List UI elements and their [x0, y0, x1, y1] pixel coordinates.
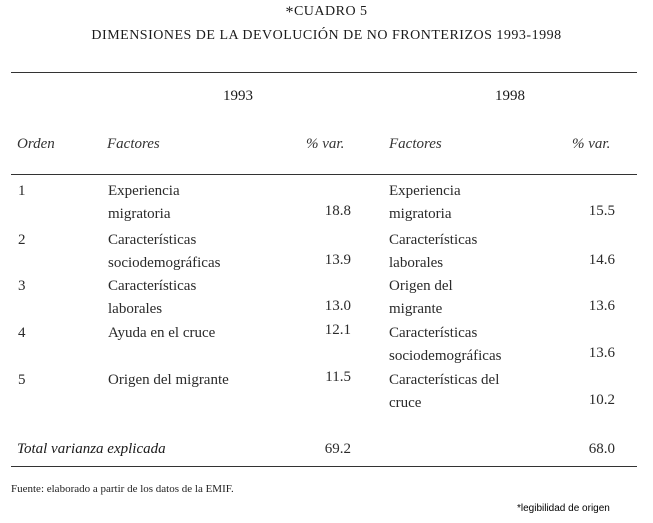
- row-var-1993: 18.8: [324, 203, 351, 219]
- row-var-1998: 13.6: [588, 345, 615, 361]
- row-var-1998: 10.2: [588, 392, 615, 408]
- row-factor-1998: Características sociodemográficas: [389, 325, 502, 364]
- table-number: [0, 4, 653, 22]
- row-factor-1998: Experiencia migratoria: [389, 183, 461, 222]
- row-var-1993: 11.5: [325, 369, 351, 385]
- header-factores-1993: Factores: [107, 136, 160, 152]
- bottom-rule: [11, 466, 637, 467]
- table-title: DIMENSIONES DE LA DEVOLUCIÓN DE NO FRONTERIZOS 1993-1998: [91, 28, 562, 43]
- row-factor-1993: Origen del migrante: [108, 372, 229, 388]
- row-var-1998: 15.5: [588, 203, 615, 219]
- row-order: 3: [18, 278, 26, 294]
- header-var-1998: % var.: [572, 136, 611, 152]
- source-note: Fuente: elaborado a partir de los datos de la EMIF.: [11, 483, 234, 495]
- row-var-1993: 13.9: [324, 252, 351, 268]
- total-var-1998: 68.0: [588, 441, 615, 457]
- row-factor-1993: Características laborales: [108, 278, 197, 317]
- total-label: Total varianza explicada: [17, 441, 166, 457]
- row-factor-1998: Origen del migrante: [389, 278, 453, 317]
- row-factor-1998: Características del cruce: [389, 372, 500, 411]
- row-factor-1993: Ayuda en el cruce: [108, 325, 216, 341]
- row-order: 5: [18, 372, 26, 388]
- row-var-1993: 13.0: [324, 298, 351, 314]
- row-var-1998: 14.6: [588, 252, 615, 268]
- legibility-note: *legibilidad de origen: [517, 503, 610, 514]
- table-number-label: CUADRO 5: [293, 4, 368, 19]
- header-var-1993: % var.: [306, 136, 345, 152]
- row-order: 4: [18, 325, 26, 341]
- header-factores-1998: Factores: [389, 136, 442, 152]
- row-var-1993: 12.1: [324, 322, 351, 338]
- top-rule: [11, 72, 637, 73]
- header-rule: [11, 174, 637, 175]
- row-order: 2: [18, 232, 26, 248]
- row-order: 1: [18, 183, 26, 199]
- total-var-1993: 69.2: [324, 441, 351, 457]
- year-1993: 1993: [223, 88, 253, 104]
- asterisk: *: [285, 4, 294, 21]
- row-factor-1998: Características laborales: [389, 232, 478, 271]
- row-factor-1993: Experiencia migratoria: [108, 183, 180, 222]
- header-orden: Orden: [17, 136, 55, 152]
- row-var-1998: 13.6: [588, 298, 615, 314]
- row-factor-1993: Características sociodemográficas: [108, 232, 221, 271]
- year-1998: 1998: [495, 88, 525, 104]
